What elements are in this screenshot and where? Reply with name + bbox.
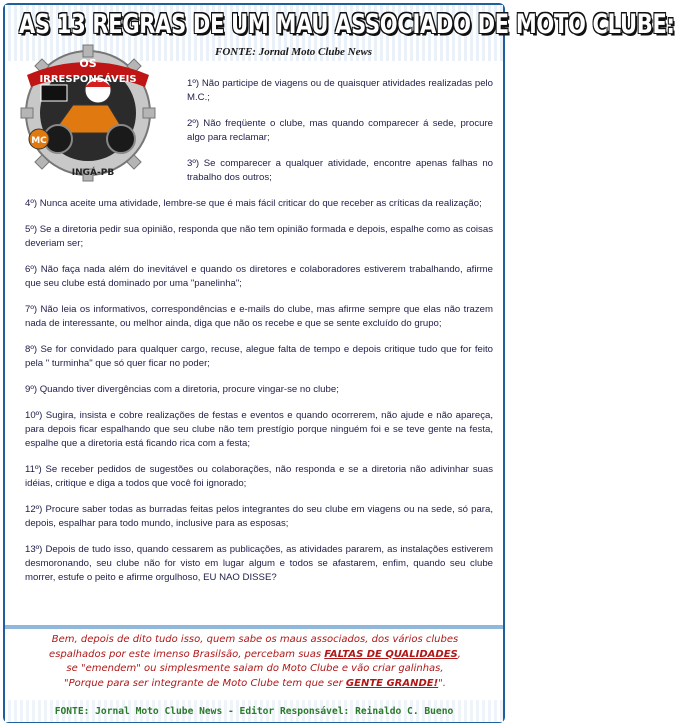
divider-band bbox=[5, 625, 503, 629]
logo-name-text: IRRESPONSÁVEIS bbox=[39, 74, 137, 85]
rule-item: 4º) Nunca aceite uma atividade, lembre-se que é mais fácil criticar do que receber as críticas da realização; bbox=[25, 198, 482, 209]
faltas-highlight: FALTAS DE QUALIDADES bbox=[324, 648, 458, 660]
logo-location: INGÁ-PB bbox=[71, 168, 115, 178]
closing-line-1: Bem, depois de dito tudo isso, quem sabe os maus associados, dos vários clubes bbox=[51, 634, 459, 645]
rule-item: 10º) Sugira, insista e cobre realizações de festas e eventos e quando ocorrerem, não ajude e não apareça, para depois ficar espalhando que seu clube não tem prestígio porque ninguém foi e se teve gente na festa, espalhe que a diretoria está ficando rica com a festa; bbox=[25, 410, 493, 449]
rule-item: 3º) Se comparecer a qualquer atividade, encontre apenas falhas no trabalho dos outros; bbox=[187, 158, 493, 183]
rule-item: 13º) Depois de tudo isso, quando cessarem as publicações, as atividades pararem, as instalações estiverem desmoronando, seu clube não for visto em lugar algum e todos se afastarem, enfim, quando seu clube morrer, estufe o peito e afirme orgulhoso, EU NAO DISSE? bbox=[25, 544, 493, 583]
rule-item: 2º) Não freqüente o clube, mas quando comparecer á sede, procure algo para reclamar; bbox=[187, 118, 493, 143]
page-title: AS 13 REGRAS DE UM MAU ASSOCIADO DE MOTO CLUBE: bbox=[19, 9, 675, 39]
rule-item: 8º) Se for convidado para qualquer cargo, recuse, alegue falta de tempo e depois critique tudo que for feito pela " turminha" que só quer ficar no poder; bbox=[25, 344, 493, 369]
rule-item: 5º) Se a diretoria pedir sua opinião, responda que não tem opinião formada e depois, espalhe como as coisas deveriam ser; bbox=[25, 224, 493, 249]
rules-list bbox=[25, 77, 493, 597]
rule-item: 12º) Procure saber todas as burradas feitas pelos integrantes do seu clube em viagens ou na sede, só para, depois, espalhar para todo mundo, inclusive para as esposas; bbox=[25, 504, 493, 529]
gente-grande-highlight: GENTE GRANDE! bbox=[345, 677, 439, 689]
source-line: FONTE: Jornal Moto Clube News bbox=[215, 46, 373, 58]
logo-os-text: OS bbox=[79, 57, 97, 70]
page-frame bbox=[3, 3, 675, 723]
rule-item: 7º) Não leia os informativos, correspondências e e-mails do clube, mas afirme sempre que elas não trazem nada de interessante, ou melhor ainda, diga que não os recebe e que se sente excluído do grupo; bbox=[25, 304, 493, 329]
closing-line-4: "Porque para ser integrante de Moto Clube tem que ser GENTE GRANDE!". bbox=[64, 677, 446, 689]
rule-item: 11º) Se receber pedidos de sugestões ou colaborações, não responda e se a diretoria não adivinhar suas idéias, critique e diga a todos que você foi ignorado; bbox=[25, 464, 493, 489]
footer-credit: FONTE: Jornal Moto Clube News - Editor Responsável: Reinaldo C. Bueno bbox=[54, 706, 454, 717]
closing-line-2: espalhados por este imenso Brasilsão, percebam suas FALTAS DE QUALIDADES, bbox=[49, 648, 461, 660]
closing-line-3: se "emendem" ou simplesmente saiam do Moto Clube e vão criar galinhas, bbox=[66, 663, 444, 674]
closing-message bbox=[25, 633, 485, 691]
logo-mc-badge: MC bbox=[31, 136, 47, 146]
rule-item: 9º) Quando tiver divergências com a diretoria, procure vingar-se no clube; bbox=[25, 384, 339, 395]
rule-item: 1º) Não participe de viagens ou de quaisquer atividades realizadas pelo M.C.; bbox=[187, 78, 493, 103]
rule-item: 6º) Não faça nada além do inevitável e quando os diretores e colaboradores estiverem trabalhando, afirme que seu clube está dominado por uma "panelinha"; bbox=[25, 264, 493, 289]
